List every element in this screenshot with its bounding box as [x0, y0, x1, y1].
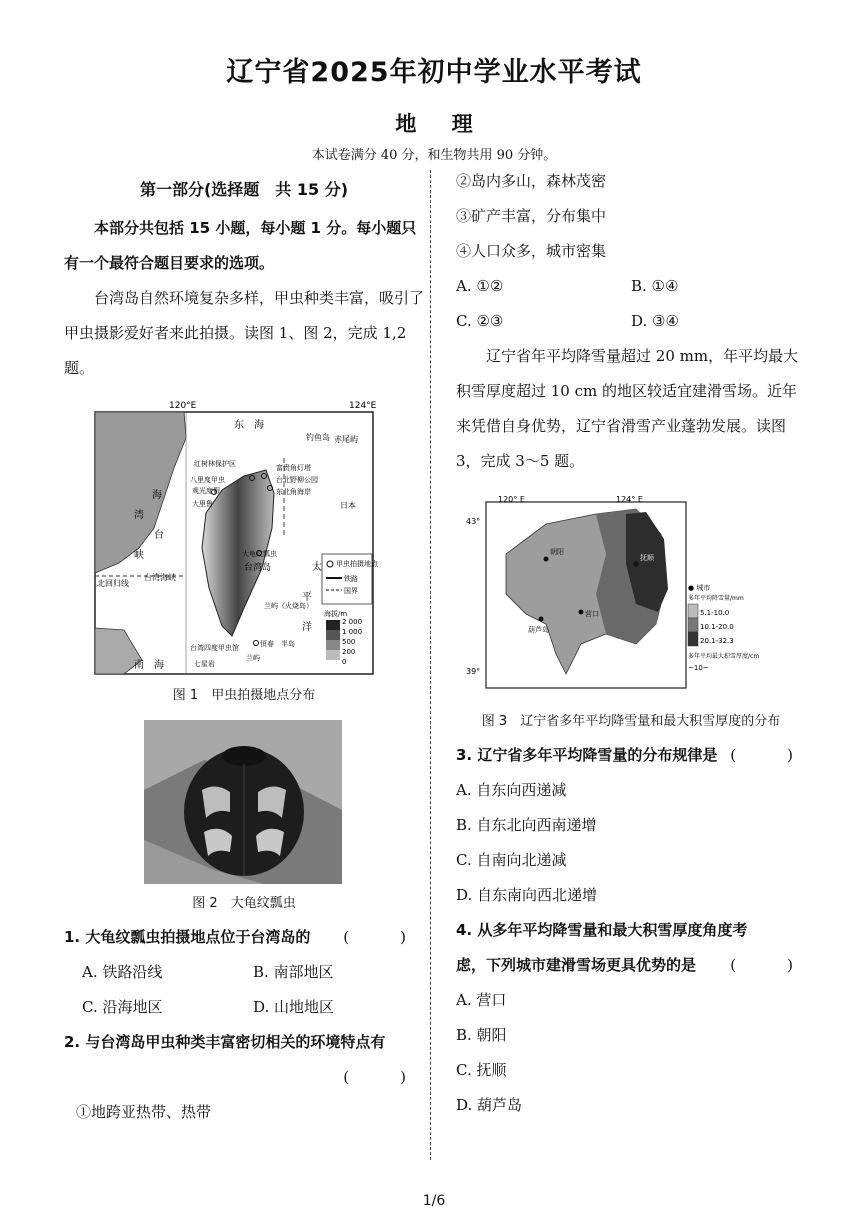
question-4-option-a[interactable]: A. 营口 — [456, 991, 507, 1009]
fig1-strait-c: 台 — [154, 530, 164, 541]
fig1-place-9: 兰屿（火烧岛） — [264, 602, 313, 610]
fig1-place-11: 七星岩 — [194, 660, 215, 668]
fig1-place-13: 兰屿 — [246, 654, 260, 662]
question-4-option-d[interactable]: D. 葫芦岛 — [456, 1096, 523, 1114]
question-2-stem: 2. 与台湾岛甲虫种类丰富密切相关的环境特点有 — [64, 1033, 386, 1051]
page-number: 1/6 — [422, 1193, 446, 1209]
right-column-questions — [456, 738, 811, 1123]
column-divider — [430, 170, 432, 1160]
figure-2 — [144, 720, 342, 884]
fig3-lat-top: 43° — [466, 517, 481, 526]
fig3-city-1: 朝阳 — [550, 548, 564, 556]
fig1-pacific-1: 太 — [312, 562, 322, 573]
figure-1-map — [94, 398, 378, 676]
fig3-legend-4: 多年平均最大积雪厚度/cm — [688, 653, 760, 660]
fig1-elev-1: 2 000 — [342, 618, 363, 626]
question-3-option-c[interactable]: C. 自南向北递减 — [456, 851, 567, 869]
fig3-lon-left: 120° E — [498, 495, 525, 504]
question-2-item-4: ④人口众多，城市密集 — [456, 242, 607, 260]
fig1-place-12: 恒春 半岛 — [260, 640, 295, 648]
fig3-legend-5: ~10~ — [688, 664, 709, 672]
fig3-legend-title: 多年平均降雪量/mm — [688, 595, 744, 602]
fig1-pacific-3: 洋 — [302, 622, 312, 633]
fig1-east-sea: 东 海 — [234, 420, 264, 431]
question-2-options-row-2 — [456, 304, 811, 339]
figure-3 — [466, 494, 796, 696]
question-4-option-c[interactable]: C. 抚顺 — [456, 1061, 507, 1079]
fig3-city-4: 葫芦岛 — [528, 626, 549, 634]
fig1-place-5: 富贵角灯塔 — [276, 464, 311, 472]
figure-3-map — [466, 494, 796, 696]
figure-2-photo — [144, 720, 342, 884]
question-4-option-b[interactable]: B. 朝阳 — [456, 1026, 507, 1044]
question-3-stem: 3. 辽宁省多年平均降雪量的分布规律是 — [456, 746, 718, 764]
question-3-option-d[interactable]: D. 自东南向西北递增 — [456, 886, 598, 904]
fig3-city-2: 营口 — [585, 610, 599, 618]
fig3-city-3: 抚顺 — [640, 554, 654, 562]
fig3-legend-2: 10.1-20.0 — [700, 623, 734, 631]
fig1-legend-point: 甲虫拍摄地点 — [336, 560, 378, 568]
left-column-questions — [64, 920, 424, 1130]
fig1-place-2: 八里度甲虫 — [190, 476, 225, 484]
fig1-place-4: 大里鲁 — [192, 500, 213, 508]
fig3-lon-right: 124° E — [616, 495, 643, 504]
fig1-strait-d: 海 — [152, 490, 162, 501]
question-4 — [456, 913, 811, 983]
fig1-place-7: 东北角海岸 — [276, 488, 311, 496]
part1-intro: 本部分共包括 15 小题，每小题 1 分。每小题只有一个最符合题目要求的选项。 — [64, 219, 417, 272]
stem-q3-5: 辽宁省年平均降雪量超过 20 mm，年平均最大积雪厚度超过 10 cm 的地区较适宜建滑雪场。近年来凭借自身优势，辽宁省滑雪产业蓬勃发展。读图 3，完成 3～5 题。 — [456, 347, 799, 470]
subject-title: 地 理 — [395, 112, 473, 136]
question-1-options-row-1 — [64, 955, 424, 990]
question-2-option-d[interactable]: D. ③④ — [631, 312, 679, 330]
fig1-place-8: 大龟纹瓢虫 — [242, 550, 277, 558]
fig3-legend-city: ● 城市 — [688, 584, 711, 592]
fig1-tropic: 北回归线 — [97, 579, 129, 588]
fig1-scs: 南 海 — [134, 660, 164, 671]
fig1-elev-5: 0 — [342, 658, 347, 666]
question-1-option-a[interactable]: A. 铁路沿线 — [82, 963, 163, 981]
question-3-option-a[interactable]: A. 自东向西递减 — [456, 781, 567, 799]
fig1-place-6: 台北野柳公园 — [276, 476, 318, 484]
fig3-lat-bottom: 39° — [466, 667, 481, 676]
question-1 — [64, 920, 424, 955]
fig1-elev-4: 200 — [342, 648, 356, 656]
fig1-japan: 日本 — [340, 501, 356, 510]
question-1-answer-blank[interactable]: ( ) — [343, 928, 424, 946]
fig1-chiwei: 赤尾屿 — [334, 435, 358, 444]
exam-title: 辽宁省2025年初中学业水平考试 — [226, 57, 642, 88]
fig1-legend-rail: 铁路 — [344, 575, 358, 583]
question-1-options-row-2 — [64, 990, 424, 1025]
fig1-lon-left: 120°E — [169, 401, 197, 411]
question-2-option-a[interactable]: A. ①② — [456, 277, 504, 295]
fig1-lon-right: 124°E — [349, 401, 377, 411]
question-2-item-3: ③矿产丰富，分布集中 — [456, 207, 607, 225]
question-2-option-b[interactable]: B. ①④ — [631, 277, 679, 295]
question-2-item-1: ①地跨亚热带、热带 — [76, 1103, 212, 1121]
fig1-strait-label: 台湾海峡 — [144, 573, 176, 582]
fig1-strait-a: 湾 — [134, 510, 144, 521]
fig1-place-1: 红树林保护区 — [194, 460, 236, 468]
fig1-place-10: 台湾四度甲虫馆 — [190, 644, 239, 652]
fig1-place-3: 观光度假 — [192, 487, 220, 495]
question-2-answer-blank[interactable]: ( ) — [343, 1068, 424, 1086]
fig3-legend-1: 5.1-10.0 — [700, 609, 730, 617]
question-2-item-2: ②岛内多山，森林茂密 — [456, 172, 607, 190]
fig1-pacific-2: 平 — [302, 592, 312, 603]
question-4-stem: 4. 从多年平均降雪量和最大积雪厚度角度考虑，下列城市建滑雪场更具优势的是 — [456, 921, 748, 974]
question-2-option-c[interactable]: C. ②③ — [456, 312, 504, 330]
fig1-elev-2: 1 000 — [342, 628, 363, 636]
part1-heading: 第一部分(选择题 共 15 分) — [139, 180, 349, 199]
exam-note: 本试卷满分 40 分，和生物共用 90 分钟。 — [311, 148, 557, 163]
right-column-top — [456, 164, 811, 479]
question-3-answer-blank[interactable]: ( ) — [730, 746, 811, 764]
question-3 — [456, 738, 811, 773]
question-1-option-d[interactable]: D. 山地地区 — [253, 998, 335, 1016]
fig1-diaoyu: 钓鱼岛 — [306, 433, 330, 442]
fig1-legend-elev: 海拔/m — [324, 610, 348, 618]
stem-q1-2: 台湾岛自然环境复杂多样，甲虫种类丰富，吸引了甲虫摄影爱好者来此拍摄。读图 1、图 2，完成 1,2 题。 — [64, 289, 425, 377]
figure-1 — [94, 398, 378, 676]
question-4-answer-blank[interactable]: ( ) — [730, 956, 811, 974]
fig3-legend-3: 20.1-32.3 — [700, 637, 734, 645]
fig1-strait-b: 峡 — [134, 550, 144, 561]
question-1-option-b[interactable]: B. 南部地区 — [253, 963, 334, 981]
left-column-top — [64, 172, 424, 386]
question-2-options-row-1 — [456, 269, 811, 304]
figure-3-caption: 图 3 辽宁省多年平均降雪量和最大积雪厚度的分布 — [481, 714, 781, 729]
figure-2-caption: 图 2 大龟纹瓢虫 — [192, 896, 296, 911]
question-1-option-c[interactable]: C. 沿海地区 — [82, 998, 163, 1016]
fig1-elev-3: 500 — [342, 638, 356, 646]
fig1-legend-border: 国界 — [344, 587, 358, 595]
question-3-option-b[interactable]: B. 自东北向西南递增 — [456, 816, 597, 834]
figure-1-caption: 图 1 甲虫拍摄地点分布 — [172, 688, 316, 703]
fig1-taiwan: 台湾岛 — [244, 563, 272, 573]
question-1-stem: 1. 大龟纹瓢虫拍摄地点位于台湾岛的 — [64, 928, 311, 946]
